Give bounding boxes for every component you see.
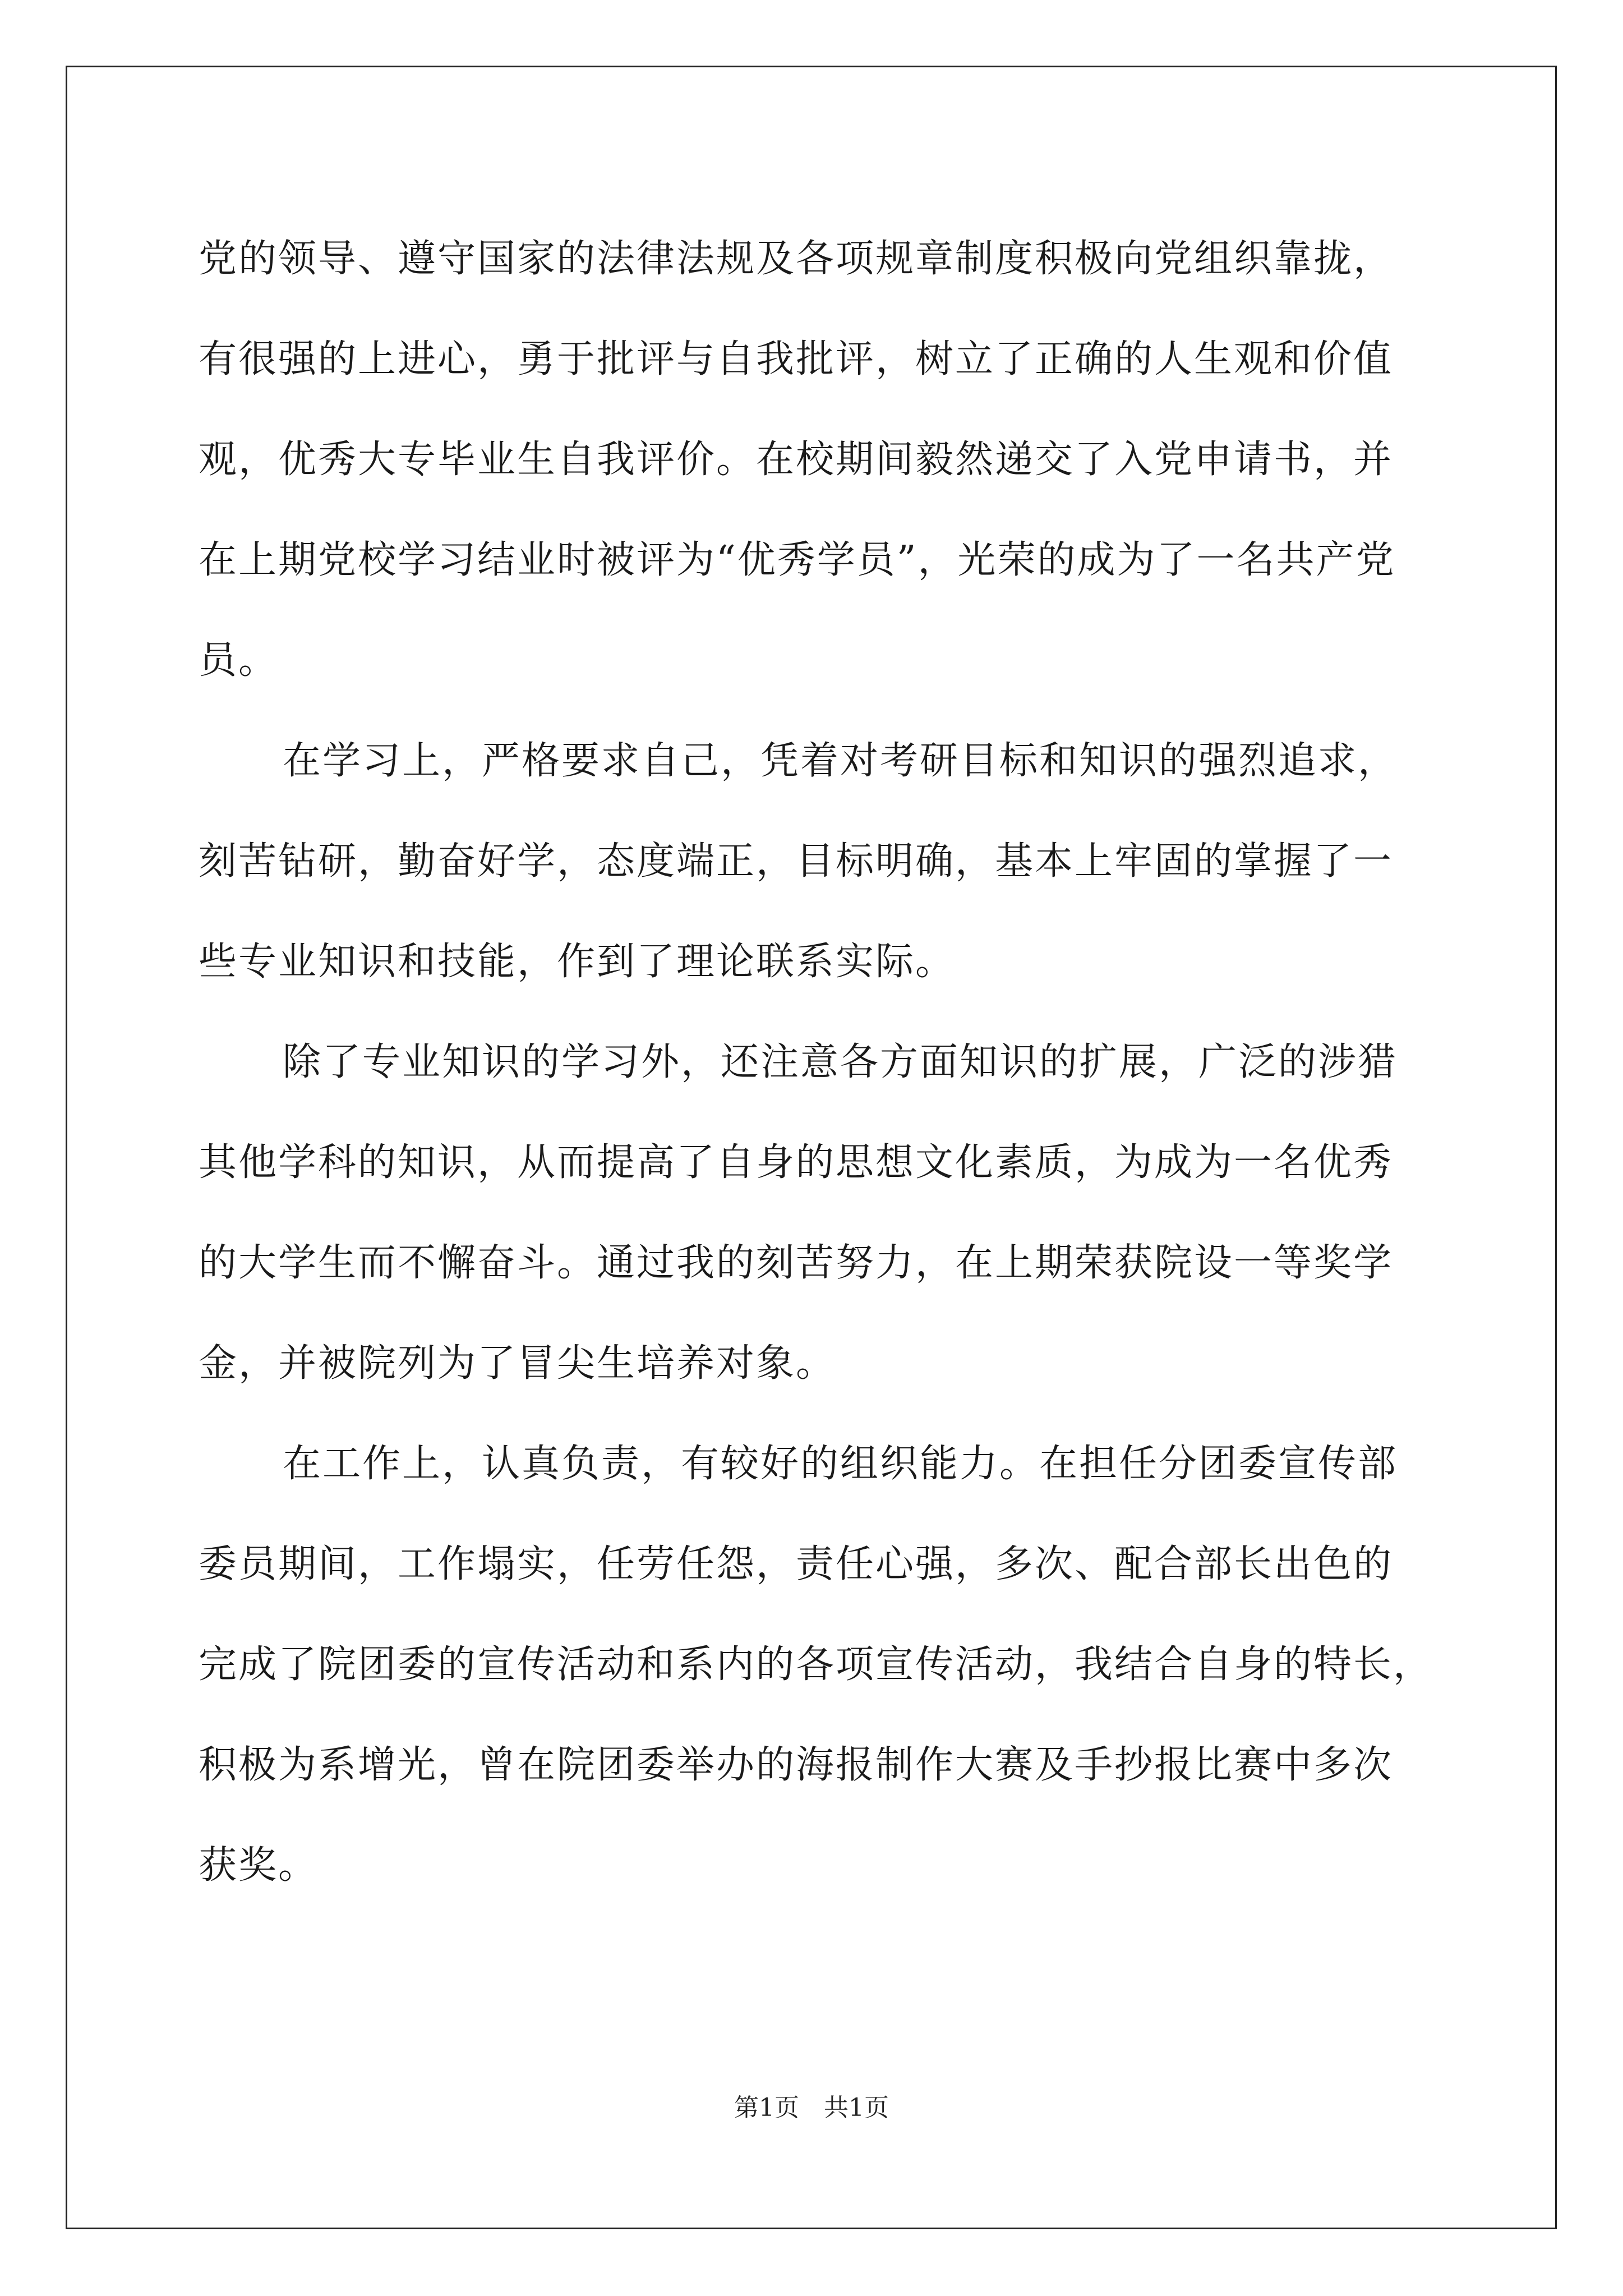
text-line: 在工作上，认真负责，有较好的组织能力。在担任分团委宣传部 xyxy=(283,1442,1398,1486)
text-line: 除了专业知识的学习外，还注意各方面知识的扩展，广泛的涉猎 xyxy=(283,1040,1398,1084)
text-line: 刻苦钻研，勤奋好学，态度端正，目标明确，基本上牢固的掌握了一 xyxy=(199,839,1394,884)
page-number-footer: 第1页 共1页 xyxy=(734,2093,889,2122)
text-line: 的大学生而不懈奋斗。通过我的刻苦努力，在上期荣获院设一等奖学 xyxy=(199,1241,1394,1285)
text-line: 积极为系增光，曾在院团委举办的海报制作大赛及手抄报比赛中多次 xyxy=(199,1743,1394,1787)
text-line: 有很强的上进心，勇于批评与自我批评，树立了正确的人生观和价值 xyxy=(199,337,1394,381)
paragraph-3 xyxy=(199,1012,1438,1414)
text-line: 获奖。 xyxy=(199,1843,319,1888)
paragraph-1 xyxy=(199,209,1438,711)
text-line: 委员期间，工作塌实，任劳任怨，责任心强，多次、配合部长出色的 xyxy=(199,1542,1394,1586)
text-line: 观，优秀大专毕业生自我评价。在校期间毅然递交了入党申请书，并 xyxy=(199,438,1394,482)
text-line: 在学习上，严格要求自己，凭着对考研目标和知识的强烈追求， xyxy=(283,739,1398,783)
text-line: 员。 xyxy=(199,638,279,683)
text-line: 金，并被院列为了冒尖生培养对象。 xyxy=(199,1341,836,1386)
text-line: 些专业知识和技能，作到了理论联系实际。 xyxy=(199,940,956,984)
paragraph-2 xyxy=(199,711,1438,1012)
text-line: 在上期党校学习结业时被评为“优秀学员”，光荣的成为了一名共产党 xyxy=(199,538,1396,582)
text-line: 其他学科的知识，从而提高了自身的思想文化素质，为成为一名优秀 xyxy=(199,1140,1394,1185)
text-line: 党的领导、遵守国家的法律法规及各项规章制度积极向党组织靠拢， xyxy=(199,237,1394,281)
document-body xyxy=(199,209,1438,1916)
text-line: 完成了院团委的宣传活动和系内的各项宣传活动，我结合自身的特长， xyxy=(199,1642,1433,1687)
paragraph-4 xyxy=(199,1414,1438,1916)
